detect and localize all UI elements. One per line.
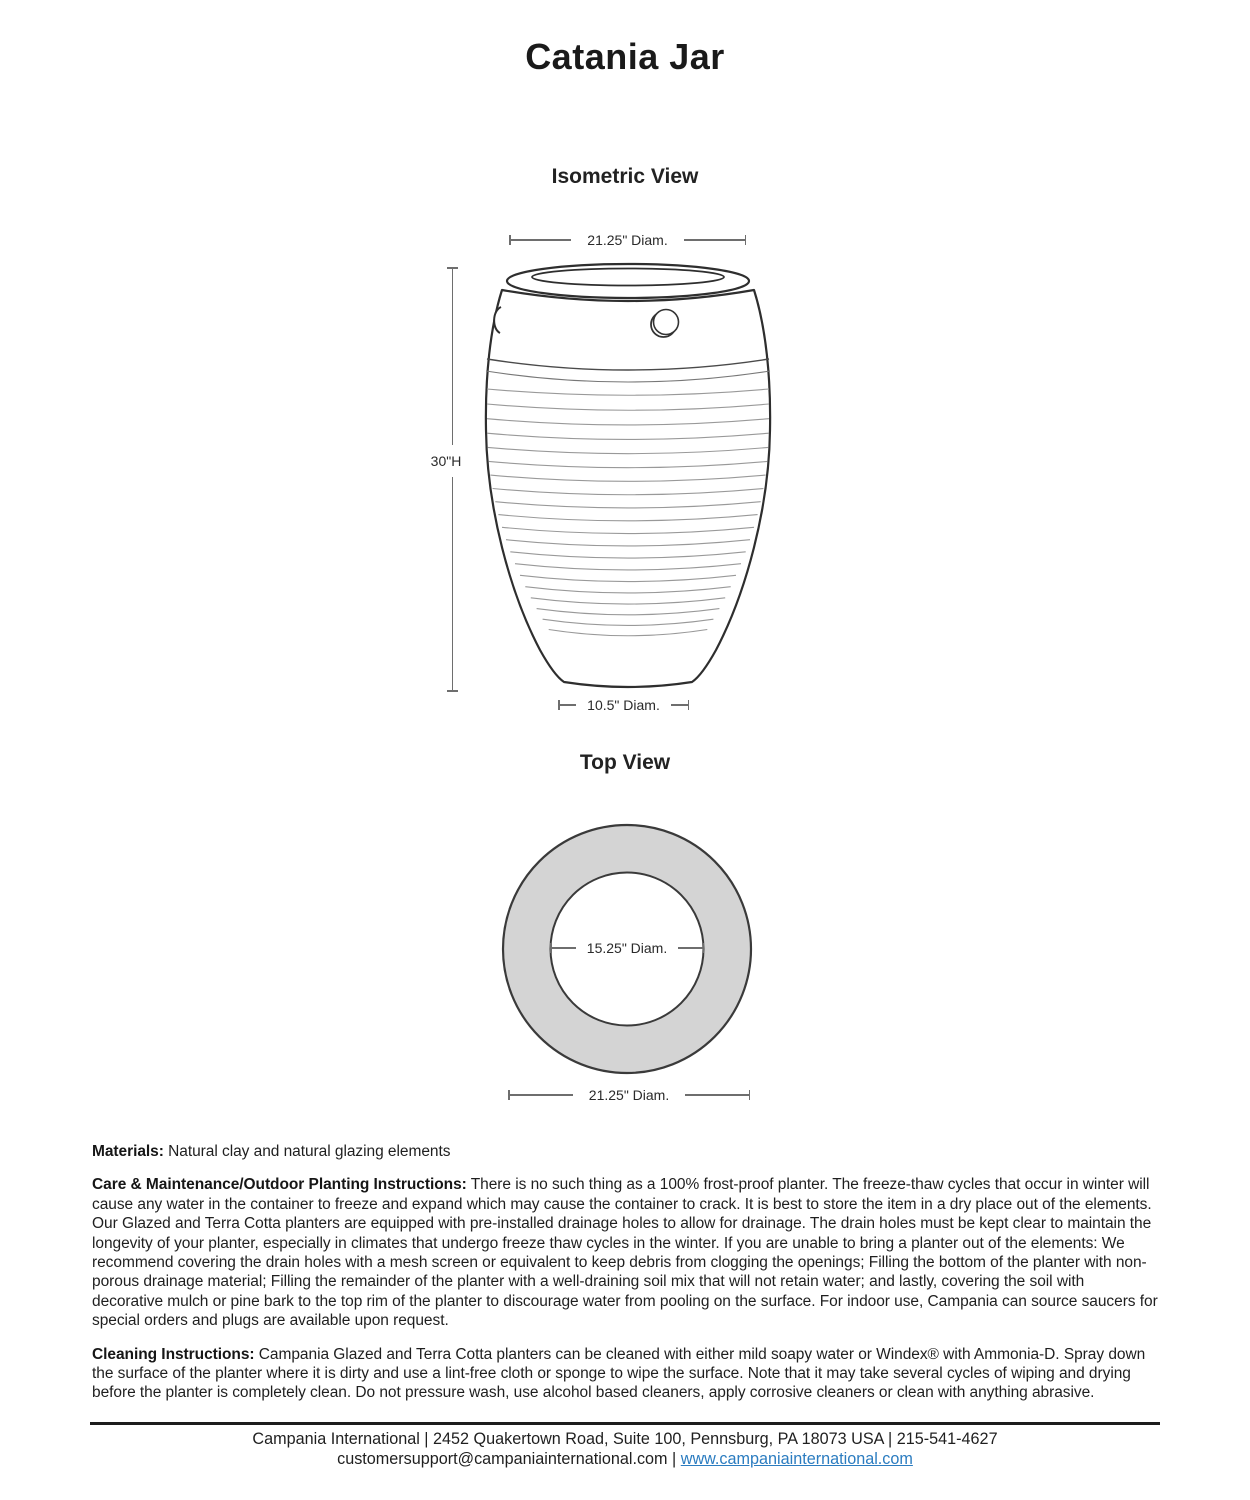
top-view-inner-diameter-dimension: [550, 941, 704, 955]
jar-side-lug: [494, 307, 501, 333]
dimension-line: [560, 704, 577, 705]
dimension-line: [552, 947, 576, 948]
top-view-outer-diameter-label: 21.25" Diam.: [588, 1087, 670, 1103]
top-view-outer-diameter-dimension: [508, 1088, 750, 1102]
dimension-line: [671, 704, 688, 705]
product-copy: [92, 1142, 1158, 1417]
footer-divider: [90, 1422, 1160, 1425]
dimension-line: [684, 239, 745, 240]
iso-top-diameter-dimension: [509, 233, 746, 247]
iso-bottom-diameter-label: 10.5" Diam.: [587, 697, 660, 713]
height-dimension-label: 30"H: [430, 453, 462, 469]
footer-email: customersupport@campaniainternational.com: [337, 1449, 668, 1468]
dimension-line: [678, 947, 702, 948]
jar-rim-opening: [532, 269, 724, 286]
care-text: There is no such thing as a 100% frost-proof planter. The freeze-thaw cycles that occur in winter will cause any water in the container to freeze and expand which may cause the container to crack. It is best to store the item in a dry place out of the elements. Our Glazed and Terra Cotta planters are equipped with pre-installed drainage holes to allow for drainage. The drain holes must be kept clear to maintain the longevity of your planter, especially in climates that undergo freeze thaw cycles in the winter. If you are unable to bring a planter out of the elements: We recommend covering the drain holes with a mesh screen or equivalent to keep debris from clogging the openings; Filling the bottom of the planter with non-porous drainage material; Filling the remainder of the planter with a well-draining soil mix that will not retain water; and lastly, covering the soil with decorative mulch or pine bark to the top rim of the planter to discourage water from pooling on the surface. For indoor use, Campania can source saucers for special orders and plugs are available upon request.: [92, 1176, 1158, 1330]
iso-bottom-diameter-dimension: [558, 698, 689, 712]
jar-drain-hole-icon: [654, 310, 679, 335]
cleaning-paragraph: [92, 1345, 1158, 1403]
dimension-line: [685, 1094, 748, 1095]
materials-text: Natural clay and natural glazing elements: [163, 1143, 451, 1160]
care-paragraph: [92, 1175, 1158, 1330]
jar-body-outline: [486, 290, 770, 687]
dimension-line: [452, 477, 453, 691]
footer-separator: |: [667, 1449, 681, 1468]
materials-paragraph: [92, 1142, 1158, 1161]
dimension-line: [511, 239, 572, 240]
footer-company-line: Campania International | 2452 Quakertown Road, Suite 100, Pennsburg, PA 18073 USA | 215-541-4627: [252, 1430, 998, 1448]
footer-contact-line: [0, 1450, 1250, 1470]
iso-top-diameter-label: 21.25" Diam.: [587, 232, 668, 248]
dimension-line: [452, 268, 453, 445]
jar-isometric-drawing: [478, 258, 778, 698]
materials-label: Materials:: [92, 1143, 164, 1160]
footer: [0, 1430, 1250, 1469]
dimension-tick: [749, 1090, 751, 1100]
cleaning-label: Cleaning Instructions:: [92, 1345, 255, 1363]
page-title: Catania Jar: [525, 36, 725, 77]
cleaning-text: Campania Glazed and Terra Cotta planters can be cleaned with either mild soapy water or Windex® with Ammonia-D. Spray down the surface of the planter where it is dirty and use a lint-free cloth or sponge to wipe the surface. Note that it may take several cycles of wiping and drying before the planter is completely clean. Do not pressure wash, use alcohol based cleaners, apply corrosive cleaners or clean with anything abrasive.: [92, 1345, 1146, 1402]
dimension-tick: [688, 700, 690, 710]
dimension-tick: [745, 235, 747, 245]
footer-website-link[interactable]: www.campaniainternational.com: [680, 1449, 913, 1468]
top-view-inner-diameter-label: 15.25" Diam.: [586, 940, 668, 956]
care-label: Care & Maintenance/Outdoor Planting Instructions:: [92, 1176, 467, 1194]
isometric-view-heading: Isometric View: [551, 165, 699, 188]
dimension-line: [510, 1094, 573, 1095]
dimension-tick: [447, 690, 458, 692]
top-view-heading: Top View: [579, 751, 671, 774]
dimension-tick: [703, 943, 705, 953]
